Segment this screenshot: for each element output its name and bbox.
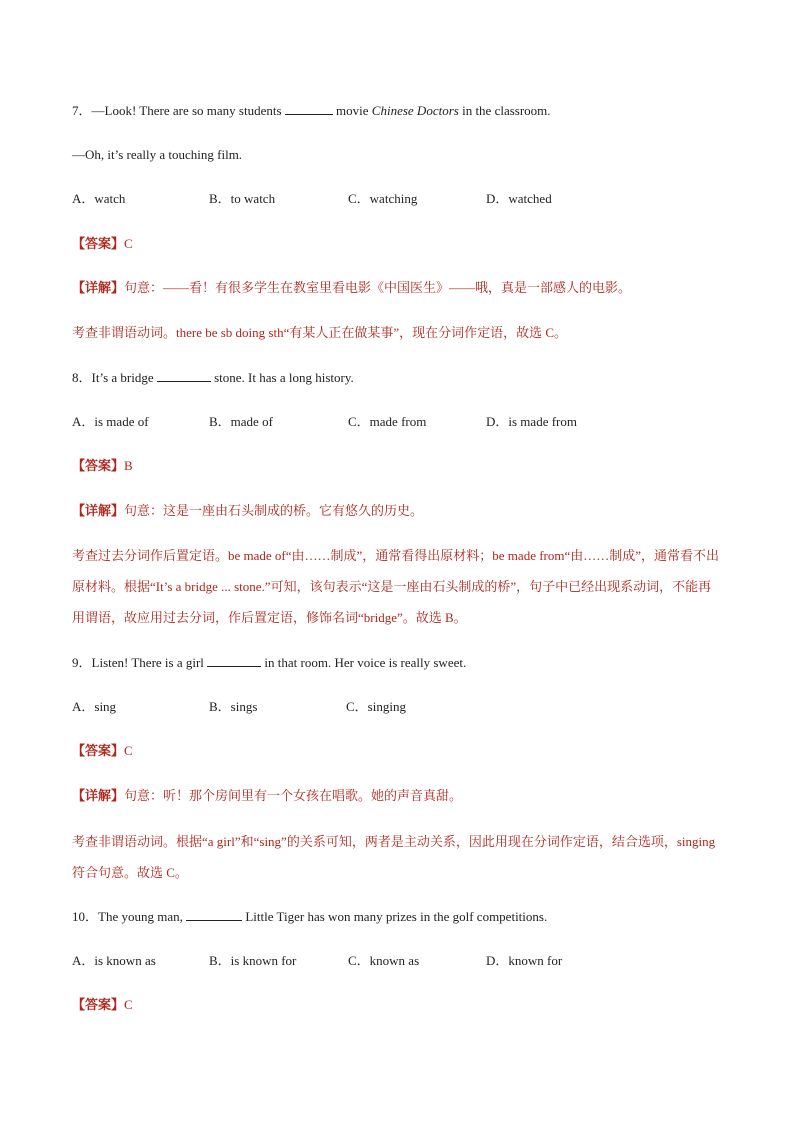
question-number: 8．: [72, 370, 92, 385]
answer-value: C: [124, 997, 133, 1012]
answer-value: C: [124, 236, 133, 251]
question-8-options: [72, 414, 712, 430]
answer-label: 【答案】: [72, 458, 125, 473]
option-a: A．sing: [72, 699, 117, 714]
detail-translation: 句意：听！那个房间里有一个女孩在唱歌。她的声音真甜。: [124, 788, 463, 803]
answer-blank: [207, 654, 261, 667]
option-c: C．made from: [348, 414, 427, 429]
question-8-detail: [72, 503, 423, 519]
question-8-stem: [72, 369, 354, 386]
answer-value: C: [124, 743, 133, 758]
question-number: 10．: [72, 909, 99, 924]
detail-label: 【详解】: [72, 788, 125, 803]
question-10-options: [72, 953, 712, 969]
question-8-answer: [72, 458, 133, 474]
stem-text: —Look! There are so many students: [91, 103, 285, 118]
option-c: C．watching: [348, 191, 418, 206]
detail-translation: 句意：——看！有很多学生在教室里看电影《中国医生》——哦，真是一部感人的电影。: [124, 280, 632, 295]
question-7-detail: [72, 280, 631, 296]
question-7-stem: [72, 102, 551, 119]
answer-blank: [186, 908, 242, 921]
stem-text: in the classroom.: [458, 103, 551, 118]
question-9-stem: [72, 654, 466, 671]
stem-text: It’s a bridge: [91, 370, 157, 385]
option-d: D．is made from: [486, 414, 577, 429]
option-b: B．sings: [209, 699, 258, 714]
option-b: B．is known for: [209, 953, 297, 968]
answer-label: 【答案】: [72, 743, 125, 758]
detail-translation: 句意：这是一座由石头制成的桥。它有悠久的历史。: [124, 503, 424, 518]
question-number: 9．: [72, 655, 92, 670]
question-7-reply: —Oh, it’s really a touching film.: [72, 147, 243, 162]
question-9-options: [72, 699, 712, 715]
option-c: C．singing: [346, 699, 406, 714]
detail-label: 【详解】: [72, 280, 125, 295]
option-c: C．known as: [348, 953, 420, 968]
answer-blank: [157, 369, 211, 382]
stem-text: The young man,: [98, 909, 187, 924]
question-7-explanation: 考查非谓语动词。there be sb doing sth“有某人正在做某事”，现在分词作定语，故选 C。: [72, 325, 568, 340]
option-a: A．watch: [72, 191, 126, 206]
question-9-detail: [72, 788, 462, 804]
answer-blank: [285, 102, 333, 115]
option-b: B．to watch: [209, 191, 276, 206]
option-d: D．watched: [486, 191, 552, 206]
question-10-answer: [72, 997, 133, 1013]
stem-text: Little Tiger has won many prizes in the golf competitions.: [242, 909, 548, 924]
stem-text: movie: [332, 103, 372, 118]
stem-text: Listen! There is a girl: [91, 655, 208, 670]
question-number: 7．: [72, 103, 92, 118]
answer-label: 【答案】: [72, 236, 125, 251]
question-10-stem: [72, 908, 547, 925]
option-d: D．known for: [486, 953, 563, 968]
option-a: A．is known as: [72, 953, 156, 968]
answer-value: B: [124, 458, 133, 473]
answer-label: 【答案】: [72, 997, 125, 1012]
detail-label: 【详解】: [72, 503, 125, 518]
stem-text: stone. It has a long history.: [210, 370, 354, 385]
option-b: B．made of: [209, 414, 273, 429]
movie-title: Chinese Doctors: [371, 103, 459, 118]
question-7-answer: [72, 236, 133, 252]
stem-text: in that room. Her voice is really sweet.: [261, 655, 467, 670]
question-8-explanation: 考查过去分词作后置定语。be made of“由……制成”，通常看得出原材料；be made from“由……制成”，通常看不出原材料。根据“It’s a bridge ... stone.”可知，该句表示“这是一座由石头制成的桥”，句子中已经出现系动词，不能再用谓语，故应用过去分词，作后置定语，修饰名词“bridge”。故选 B。: [72, 548, 720, 625]
option-a: A．is made of: [72, 414, 149, 429]
question-9-answer: [72, 743, 133, 759]
question-9-explanation: 考查非谓语动词。根据“a girl”和“sing”的关系可知，两者是主动关系，因此用现在分词作定语，结合选项，singing 符合句意。故选 C。: [72, 834, 716, 880]
question-7-options: [72, 191, 712, 207]
